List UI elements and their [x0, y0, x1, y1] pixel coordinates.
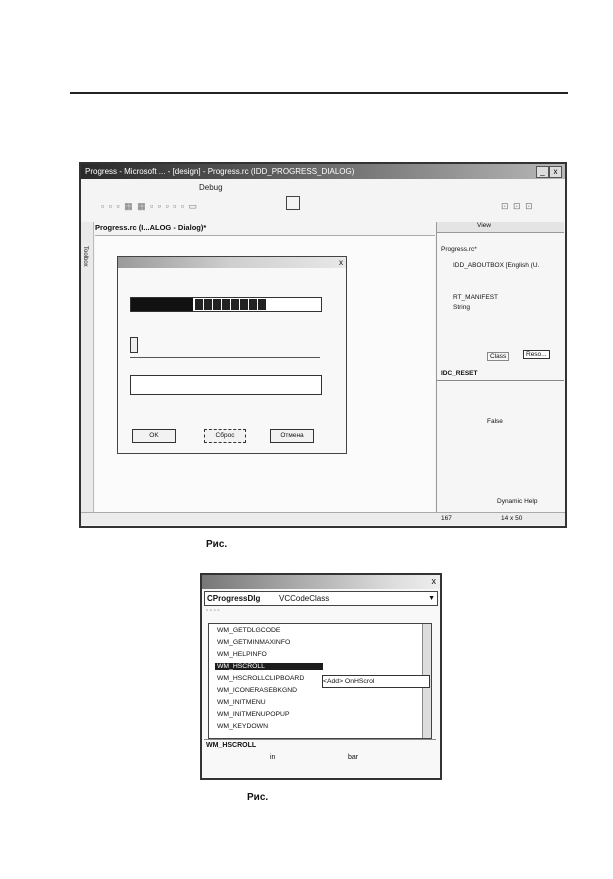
window-title: Progress - Microsoft ... - [design] - Progress.rc (IDD_PROGRESS_DIALOG): [85, 167, 355, 176]
dialog-close-icon[interactable]: x: [339, 258, 343, 267]
list-item[interactable]: WM_INITMENU: [217, 699, 266, 706]
close-icon[interactable]: x: [431, 576, 436, 586]
window-title-bar: [202, 575, 440, 589]
description-word-bar: bar: [348, 754, 359, 761]
slider-thumb[interactable]: [130, 337, 138, 353]
list-item[interactable]: WM_HSCROLLCLIPBOARD: [217, 675, 305, 682]
document-tab[interactable]: Progress.rc (I...ALOG - Dialog)*: [95, 223, 207, 232]
page-rule: [70, 92, 568, 94]
toolbar-right-icons: ⊡ ⊡ ⊡: [501, 201, 534, 211]
property-value[interactable]: False: [487, 418, 503, 425]
side-panels: [436, 222, 564, 522]
resource-view-title: View: [477, 222, 491, 229]
class-name: CProgressDlg: [207, 594, 261, 603]
dialog-preview[interactable]: [117, 256, 347, 454]
list-item[interactable]: WM_ICONERASEBKGND: [217, 687, 298, 694]
list-item-selected[interactable]: WM_HSCROLL: [215, 663, 323, 670]
toolbar: [81, 197, 565, 215]
tree-item-aboutbox[interactable]: IDD_ABOUTBOX [English (U.: [453, 262, 540, 269]
toolbox-strip[interactable]: [81, 222, 94, 522]
list-item[interactable]: WM_KEYDOWN: [217, 723, 268, 730]
class-type: VCCodeClass: [279, 594, 330, 603]
figure-caption-1: Рис.: [206, 539, 228, 550]
toolbar-strip: ▫ ▫ ▫ ▫: [206, 608, 220, 614]
description-title: WM_HSCROLL: [206, 742, 257, 749]
list-item[interactable]: WM_GETMINMAXINFO: [217, 639, 291, 646]
ide-title-bar: [81, 164, 565, 179]
ok-button[interactable]: OK: [132, 429, 176, 443]
slider-control[interactable]: [130, 335, 320, 358]
properties-object-name: IDC_RESET: [441, 370, 478, 377]
tree-item-string[interactable]: String: [453, 304, 470, 311]
status-bar: [81, 512, 565, 525]
description-panel: [204, 739, 436, 776]
tree-root[interactable]: Progress.rc*: [441, 246, 477, 253]
status-size: 14 x 50: [501, 515, 523, 522]
grid-toggle-icon[interactable]: [286, 196, 300, 210]
dialog-title-bar: [118, 257, 346, 268]
reset-button[interactable]: Сброс: [204, 429, 246, 443]
dynamic-help-tab[interactable]: Dynamic Help: [497, 498, 538, 505]
ide-screenshot: [79, 162, 567, 528]
properties-header: [437, 370, 564, 381]
class-selector[interactable]: [204, 591, 438, 606]
description-word-in: in: [270, 754, 276, 761]
list-item[interactable]: WM_INITMENUPOPUP: [217, 711, 290, 718]
tab-resource-view[interactable]: Reso...: [523, 350, 550, 359]
tab-class-view[interactable]: Class: [487, 352, 509, 361]
progress-bar-control[interactable]: [130, 297, 322, 312]
minimize-button[interactable]: _: [536, 166, 549, 178]
progress-blocks: [195, 299, 266, 310]
tree-item-manifest[interactable]: RT_MANIFEST: [453, 294, 499, 301]
list-item[interactable]: WM_HELPINFO: [217, 651, 267, 658]
list-item[interactable]: WM_GETDLGCODE: [217, 627, 281, 634]
menu-bar: [81, 180, 565, 196]
progress-fill: [131, 298, 193, 311]
edit-control[interactable]: [130, 375, 322, 395]
cancel-button[interactable]: Отмена: [270, 429, 314, 443]
chevron-down-icon[interactable]: ▼: [428, 595, 435, 602]
resource-view-header: [437, 222, 564, 233]
toolbox-label: Toolbox: [82, 246, 88, 267]
toolbar-icons: ▫ ▫ ▫ ▦ ▦ ▫ ▫ ▫ ▫ ▫ ▭: [101, 201, 199, 211]
figure-caption-2: Рис.: [247, 792, 269, 803]
close-button[interactable]: x: [549, 166, 562, 178]
properties-events-window: [200, 573, 442, 780]
status-left-value: 167: [441, 515, 452, 522]
menu-debug[interactable]: Debug: [199, 183, 223, 192]
handler-popup[interactable]: <Add> OnHScrol: [322, 675, 430, 688]
